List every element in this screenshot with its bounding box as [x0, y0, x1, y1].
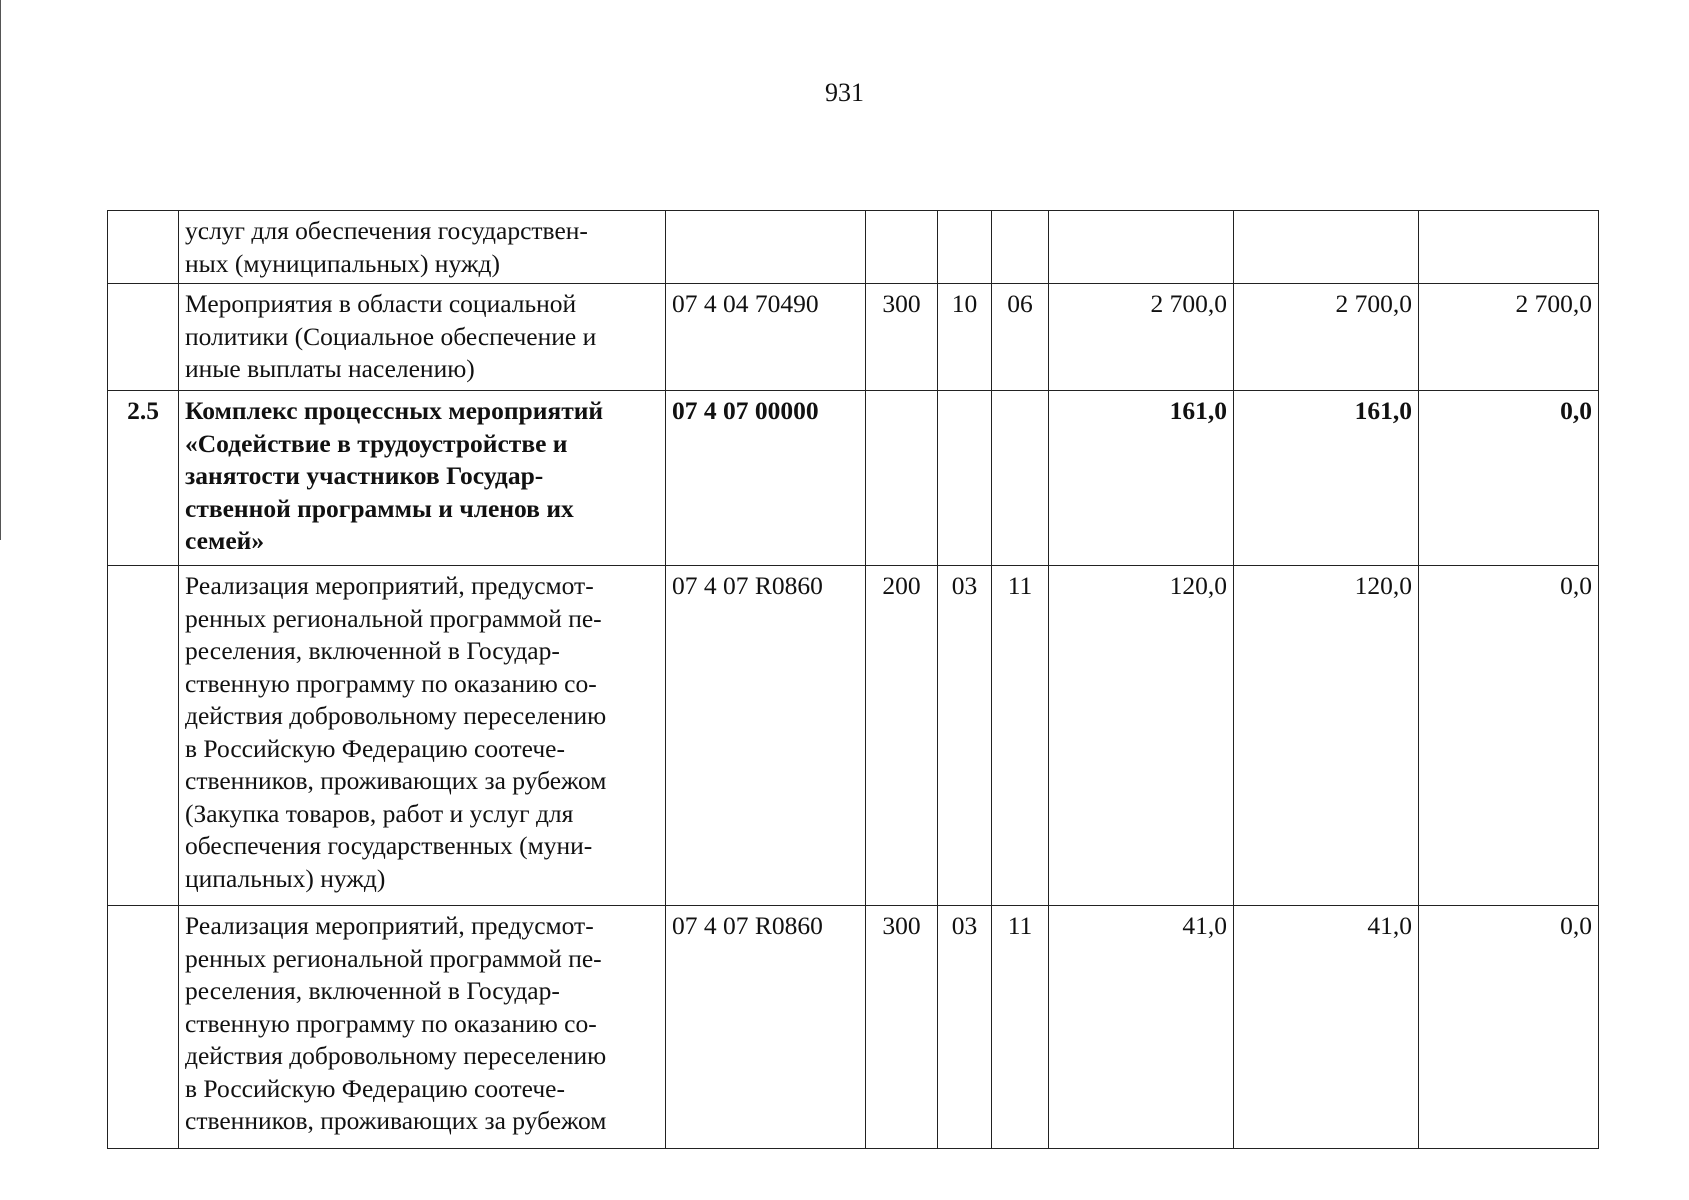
item-name-line: (Закупка товаров, работ и услуг для: [185, 798, 574, 828]
item-name-line: ственников, проживающих за рубежом: [185, 766, 607, 795]
expense-type-cell: [866, 211, 938, 284]
section-cell: 10: [938, 284, 992, 391]
expense-type-cell: 300: [866, 906, 938, 1149]
item-name-line: Мероприятия в области социальной: [185, 289, 577, 318]
item-name-cell: [179, 391, 666, 566]
amount-year2-cell: 2 700,0: [1234, 284, 1419, 391]
amount-year1-cell: 161,0: [1049, 391, 1234, 566]
amount-year2-cell: 161,0: [1234, 391, 1419, 566]
row-number-cell: 2.5: [108, 391, 179, 566]
item-name-line: политики (Социальное обеспечение и: [185, 321, 597, 351]
item-name-line: ренных региональной программой пе-: [185, 603, 602, 633]
item-name-line: ципальных) нужд): [185, 863, 386, 893]
table-body: [108, 211, 1599, 1149]
table-row: [108, 566, 1599, 906]
item-name-line: ственников, проживающих за рубежом: [185, 1106, 607, 1135]
expense-type-cell: 200: [866, 566, 938, 906]
amount-year1-cell: [1049, 211, 1234, 284]
subsection-cell: [992, 391, 1049, 566]
item-name-line: ственную программу по оказанию со-: [185, 668, 597, 698]
section-cell: 03: [938, 566, 992, 906]
item-name-cell: [179, 284, 666, 391]
item-name-line: действия добровольному переселению: [185, 1041, 607, 1070]
item-name-line: семей»: [185, 526, 265, 555]
amount-year2-cell: [1234, 211, 1419, 284]
item-name-line: ных (муниципальных) нужд): [185, 248, 500, 278]
row-number-cell: [108, 211, 179, 284]
page-number: 931: [825, 78, 864, 107]
expense-type-cell: 300: [866, 284, 938, 391]
item-name-line: ственной программы и членов их: [185, 493, 574, 523]
item-name-line: Реализация мероприятий, предусмот-: [185, 571, 594, 600]
item-name-line: обеспечения государственных (муни-: [185, 831, 593, 860]
amount-year3-cell: [1419, 211, 1599, 284]
section-cell: [938, 391, 992, 566]
subsection-cell: 11: [992, 906, 1049, 1149]
target-code-cell: 07 4 04 70490: [666, 284, 866, 391]
item-name-cell: [179, 211, 666, 284]
amount-year1-cell: 41,0: [1049, 906, 1234, 1149]
item-name-line: реселения, включенной в Государ-: [185, 636, 560, 665]
subsection-cell: 06: [992, 284, 1049, 391]
budget-table: [107, 210, 1599, 1149]
amount-year2-cell: 41,0: [1234, 906, 1419, 1149]
amount-year2-cell: 120,0: [1234, 566, 1419, 906]
row-number-cell: [108, 566, 179, 906]
table-row: [108, 391, 1599, 566]
item-name-cell: [179, 566, 666, 906]
item-name-line: Реализация мероприятий, предусмот-: [185, 911, 594, 940]
row-number-cell: [108, 906, 179, 1149]
amount-year3-cell: 0,0: [1419, 906, 1599, 1149]
target-code-cell: 07 4 07 R0860: [666, 906, 866, 1149]
expense-type-cell: [866, 391, 938, 566]
item-name-line: реселения, включенной в Государ-: [185, 976, 560, 1005]
amount-year3-cell: 0,0: [1419, 391, 1599, 566]
target-code-cell: [666, 211, 866, 284]
item-name-line: «Содействие в трудоустройстве и: [185, 428, 568, 458]
item-name-line: иные выплаты населению): [185, 354, 475, 383]
item-name-line: занятости участников Государ-: [185, 461, 544, 490]
item-name-line: услуг для обеспечения государствен-: [185, 216, 588, 245]
amount-year3-cell: 0,0: [1419, 566, 1599, 906]
item-name-line: ственную программу по оказанию со-: [185, 1008, 597, 1038]
amount-year1-cell: 2 700,0: [1049, 284, 1234, 391]
amount-year1-cell: 120,0: [1049, 566, 1234, 906]
subsection-cell: 11: [992, 566, 1049, 906]
item-name-line: действия добровольному переселению: [185, 701, 607, 730]
section-cell: [938, 211, 992, 284]
row-number-cell: [108, 284, 179, 391]
table-row: [108, 284, 1599, 391]
item-name-line: в Российскую Федерацию соотече-: [185, 733, 565, 763]
table-row: [108, 906, 1599, 1149]
subsection-cell: [992, 211, 1049, 284]
item-name-line: Комплекс процессных мероприятий: [185, 396, 604, 425]
item-name-cell: [179, 906, 666, 1149]
target-code-cell: 07 4 07 00000: [666, 391, 866, 566]
item-name-line: в Российскую Федерацию соотече-: [185, 1073, 565, 1103]
table-row: [108, 211, 1599, 284]
amount-year3-cell: 2 700,0: [1419, 284, 1599, 391]
section-cell: 03: [938, 906, 992, 1149]
item-name-line: ренных региональной программой пе-: [185, 943, 602, 973]
target-code-cell: 07 4 07 R0860: [666, 566, 866, 906]
